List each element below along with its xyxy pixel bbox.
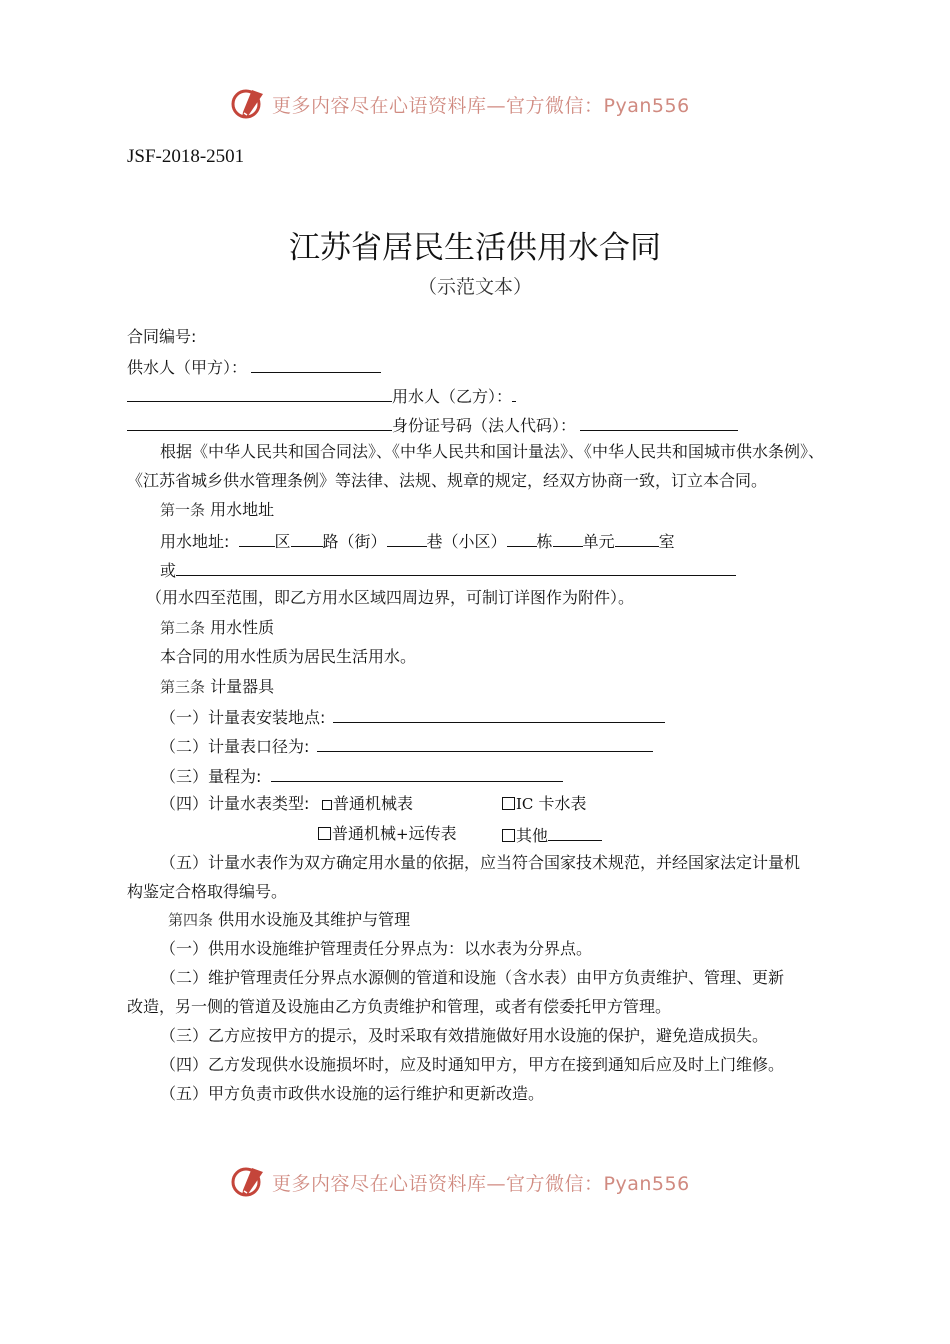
article-3-number: 第三条 bbox=[160, 678, 206, 696]
meter-range-blank[interactable] bbox=[271, 764, 563, 782]
article-4-item-5: （五）甲方负责市政供水设施的运行维护和更新改造。 bbox=[160, 1084, 545, 1103]
address-line bbox=[160, 529, 675, 553]
or-label: 或 bbox=[160, 561, 177, 580]
watermark-bottom bbox=[230, 1164, 690, 1200]
meter-type-label: （四）计量水表类型: bbox=[160, 794, 310, 813]
document-code: JSF-2018-2501 bbox=[127, 146, 245, 167]
supplier-label: 供水人（甲方）： bbox=[127, 358, 248, 377]
option-remote-label-b: 远传表 bbox=[408, 824, 457, 843]
meter-range-line bbox=[160, 764, 563, 788]
address-label: 用水地址: bbox=[160, 532, 230, 551]
meter-location-line bbox=[160, 705, 665, 729]
watermark-text: 更多内容尽在心语资料库—官方微信：Pyan556 bbox=[272, 1172, 690, 1195]
address-or-line bbox=[160, 558, 736, 582]
option-remote-label-a: 普通机械 bbox=[332, 824, 397, 843]
supplier-line bbox=[127, 355, 381, 379]
watermark-text: 更多内容尽在心语资料库—官方微信：Pyan556 bbox=[272, 94, 690, 117]
article-2-title: 用水性质 bbox=[210, 618, 275, 637]
article-1-number: 第一条 bbox=[160, 501, 206, 519]
supplier-blank-cont[interactable] bbox=[127, 384, 392, 402]
alt-address-blank[interactable] bbox=[176, 558, 736, 576]
article-4-heading bbox=[168, 909, 410, 931]
article-2-number: 第二条 bbox=[160, 619, 206, 637]
district-blank[interactable] bbox=[239, 529, 275, 547]
unit-label: 单元 bbox=[582, 532, 615, 551]
boundary-note: （用水四至范围，即乙方用水区域四周边界，可制订详图作为附件）。 bbox=[146, 588, 635, 607]
watermark-top bbox=[230, 86, 690, 122]
meter-range-label: （三）量程为: bbox=[160, 767, 262, 786]
article-2-body: 本合同的用水性质为居民生活用水。 bbox=[160, 647, 417, 666]
contract-subtitle: （示范文本） bbox=[417, 276, 532, 298]
article-4-item-4: （四）乙方发现供水设施损坏时，应及时通知甲方，甲方在接到通知后应及时上门维修。 bbox=[160, 1055, 785, 1074]
ic-prefix: IC bbox=[516, 795, 534, 813]
article-3-title: 计量器具 bbox=[210, 677, 275, 696]
id-blank[interactable] bbox=[580, 413, 738, 431]
meter-basis-line-1: （五）计量水表作为双方确定用水量的依据，应当符合国家技术规范，并经国家法定计量机 bbox=[160, 853, 801, 872]
user-label: 用水人（乙方）： bbox=[392, 387, 513, 406]
meter-caliber-line bbox=[160, 734, 653, 758]
preamble-line-2: 《江苏省城乡供水管理条例》等法律、法规、规章的规定，经双方协商一致，订立本合同。 bbox=[127, 471, 768, 490]
supplier-blank[interactable] bbox=[251, 355, 381, 373]
meter-basis-line-2: 构鉴定合格取得编号。 bbox=[127, 882, 288, 901]
option-ic-card[interactable] bbox=[502, 793, 587, 815]
checkbox-icon[interactable] bbox=[502, 829, 515, 842]
checkbox-icon[interactable] bbox=[502, 797, 515, 810]
contract-title: 江苏省居民生活供用水合同 bbox=[289, 230, 661, 266]
article-2-heading bbox=[160, 617, 274, 639]
checkbox-icon[interactable] bbox=[322, 800, 332, 810]
article-4-number: 第四条 bbox=[168, 911, 214, 929]
unit-blank[interactable] bbox=[553, 529, 583, 547]
road-label: 路（街） bbox=[322, 532, 387, 551]
option-mechanical-label: 普通机械表 bbox=[333, 794, 414, 813]
article-3-heading bbox=[160, 676, 274, 698]
option-ic-label: 卡水表 bbox=[538, 794, 587, 813]
user-blank-cont[interactable] bbox=[127, 413, 392, 431]
option-mechanical[interactable] bbox=[322, 793, 413, 815]
lane-blank[interactable] bbox=[387, 529, 427, 547]
room-blank[interactable] bbox=[615, 529, 659, 547]
article-1-title: 用水地址 bbox=[210, 500, 275, 519]
room-label: 室 bbox=[658, 532, 675, 551]
article-4-item-2-line-1: （二）维护管理责任分界点水源侧的管道和设施（含水表）由甲方负责维护、管理、更新 bbox=[160, 968, 785, 987]
article-4-item-2-line-2: 改造，另一侧的管道及设施由乙方负责维护和管理，或者有偿委托甲方管理。 bbox=[127, 997, 672, 1016]
option-other[interactable] bbox=[502, 823, 602, 847]
option-remote[interactable] bbox=[318, 823, 457, 845]
district-label: 区 bbox=[274, 532, 291, 551]
user-blank[interactable] bbox=[512, 384, 516, 402]
article-4-title: 供用水设施及其维护与管理 bbox=[218, 910, 411, 929]
other-blank[interactable] bbox=[548, 823, 602, 841]
article-1-heading bbox=[160, 499, 274, 521]
meter-caliber-blank[interactable] bbox=[317, 734, 653, 752]
option-remote-plus: + bbox=[396, 825, 409, 843]
id-label: 身份证号码（法人代码）： bbox=[392, 416, 577, 435]
option-other-label: 其他 bbox=[516, 826, 549, 845]
meter-caliber-label: （二）计量表口径为: bbox=[160, 737, 310, 756]
lane-label: 巷（小区） bbox=[426, 532, 507, 551]
contract-number-label: 合同编号: bbox=[127, 327, 197, 346]
id-line bbox=[127, 413, 738, 437]
pen-logo-icon bbox=[230, 1164, 266, 1200]
meter-location-label: （一）计量表安装地点: bbox=[160, 708, 326, 727]
road-blank[interactable] bbox=[291, 529, 323, 547]
checkbox-icon[interactable] bbox=[318, 827, 331, 840]
pen-logo-icon bbox=[230, 86, 266, 122]
article-4-item-1: （一）供用水设施维护管理责任分界点为：以水表为分界点。 bbox=[160, 939, 593, 958]
user-line bbox=[127, 384, 516, 408]
article-4-item-3: （三）乙方应按甲方的提示，及时采取有效措施做好用水设施的保护，避免造成损失。 bbox=[160, 1026, 769, 1045]
preamble-line-1: 根据《中华人民共和国合同法》、《中华人民共和国计量法》、《中华人民共和国城市供水条例》、 bbox=[160, 442, 825, 461]
building-blank[interactable] bbox=[507, 529, 537, 547]
building-label: 栋 bbox=[536, 532, 553, 551]
meter-location-blank[interactable] bbox=[333, 705, 665, 723]
